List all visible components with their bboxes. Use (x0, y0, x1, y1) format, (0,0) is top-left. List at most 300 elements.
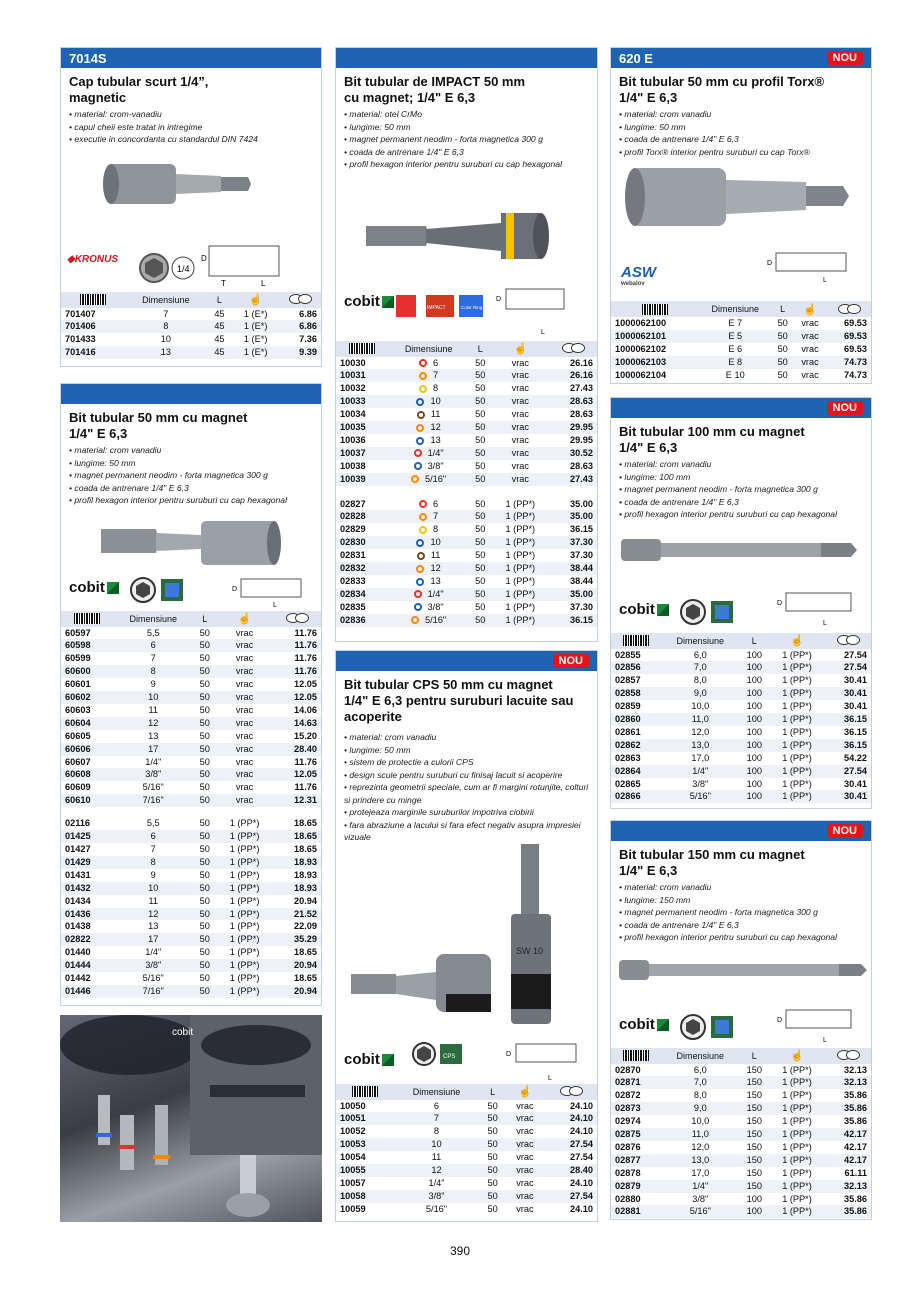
table-row (611, 661, 871, 674)
cell-price: 18.93 (273, 856, 321, 869)
cell-code: 10057 (340, 1177, 366, 1188)
cell-code: 02876 (615, 1141, 641, 1152)
cell-price: 27.43 (548, 473, 597, 486)
cell-code: 02872 (615, 1090, 641, 1101)
color-ring-icon (411, 616, 419, 624)
cell-price: 11.76 (273, 639, 321, 652)
table-row (61, 639, 321, 652)
cell-length: 50 (193, 882, 217, 895)
cell-pack: vrac (217, 691, 273, 704)
section-header (61, 48, 321, 68)
cps-label: CPS (443, 1053, 456, 1060)
feature-item: • capul cheii este tratat in intregime (69, 121, 313, 134)
cell-code: 02857 (615, 675, 641, 686)
table-row (336, 1151, 597, 1164)
cell-dimension: 11 (389, 408, 469, 421)
table-row (336, 498, 597, 511)
cell-price: 12.31 (273, 794, 321, 807)
section-header (611, 48, 871, 68)
cell-dimension: 12 (389, 562, 469, 575)
table-row (61, 985, 321, 998)
product-title (336, 671, 597, 727)
cell-code: 01436 (61, 908, 114, 921)
feature-item: • coada de antrenare 1/4" E 6,3 (69, 482, 313, 495)
cell-pack: 1 (PP*) (782, 1193, 812, 1204)
cell-code: 10035 (336, 421, 389, 434)
cell-pack: 1 (PP*) (770, 713, 824, 726)
cell-code: 10034 (340, 409, 366, 420)
cell-price: 22.09 (294, 921, 317, 932)
cell-length: 150 (746, 1090, 762, 1101)
cell-code: 60598 (61, 639, 114, 652)
col-dimensiune: Dimensiune (393, 1084, 479, 1100)
cell-price: 21.52 (273, 908, 321, 921)
coins-icon (280, 292, 322, 308)
cell-dimension: 12 (114, 717, 193, 730)
cell-pack: 1 (PP*) (217, 882, 273, 895)
cell-pack: vrac (516, 1203, 534, 1214)
cell-pack: 1 (PP*) (217, 856, 273, 869)
cell-price: 26.16 (548, 369, 597, 382)
cell-length: 150 (739, 1076, 770, 1089)
cell-length: 50 (487, 1100, 498, 1111)
cell-pack: vrac (516, 1152, 534, 1163)
table-row (611, 700, 871, 713)
product-table (61, 611, 321, 998)
cell-pack: 1 (PP*) (782, 1167, 812, 1178)
cell-dimension: 6,0 (693, 649, 707, 660)
table-row (611, 674, 871, 687)
cell-price: 35.86 (844, 1116, 867, 1127)
cell-code: 10038 (340, 460, 366, 471)
cell-price: 36.15 (570, 524, 593, 535)
table-row (336, 434, 597, 447)
cell-dimension: 8 (114, 856, 193, 869)
table-row (611, 1205, 871, 1218)
table-row (336, 523, 597, 536)
cell-pack: 1 (PP*) (492, 614, 548, 627)
cell-pack: vrac (516, 1100, 534, 1111)
color-ring-icon (417, 411, 425, 419)
cell-code: 10037 (336, 447, 389, 460)
cell-price: 20.94 (273, 959, 321, 972)
cell-code: 10054 (340, 1152, 366, 1163)
col-dimensiune: Dimensiune (662, 1048, 739, 1064)
cell-price: 27.54 (844, 649, 867, 660)
cell-dimension: 10 (389, 395, 469, 408)
cell-pack: 1 (PP*) (770, 1154, 824, 1167)
cell-length: 50 (199, 973, 210, 984)
color-ring-icon (417, 552, 425, 560)
cell-length: 100 (739, 687, 770, 700)
product-title (336, 68, 597, 108)
cell-dimension: 1/4" (389, 588, 469, 601)
table-row (611, 1064, 871, 1077)
cell-length: 50 (487, 1126, 498, 1137)
table-row (336, 1100, 597, 1113)
cell-pack: vrac (235, 782, 254, 793)
col-l: L (207, 292, 232, 308)
table-row (61, 869, 321, 882)
cell-price: 35.86 (844, 1090, 867, 1101)
feature-list (336, 108, 597, 171)
table-row (611, 765, 871, 778)
title-line: Bit tubular 150 mm cu magnet (619, 847, 805, 862)
cell-code: 02859 (615, 701, 641, 712)
cell-code: 10039 (336, 473, 389, 486)
cell-code: 701433 (65, 334, 96, 345)
cell-length: 50 (193, 933, 217, 946)
cell-dimension: 8 (433, 1126, 440, 1137)
table-row (61, 346, 321, 359)
table-row (336, 473, 597, 486)
cell-pack: vrac (217, 743, 273, 756)
cell-length: 50 (475, 383, 486, 394)
cell-price: 6.86 (299, 308, 317, 319)
cell-pack: vrac (492, 421, 548, 434)
cell-dimension: 11 (148, 704, 158, 715)
cell-pack: vrac (217, 665, 273, 678)
cell-pack: vrac (511, 383, 529, 394)
brand-logo-cobit: cobit (619, 1016, 669, 1033)
cell-dimension: 12 (389, 421, 469, 434)
cell-length: 50 (193, 717, 217, 730)
cell-dimension: 13 (148, 730, 159, 741)
cell-dimension: 9,0 (662, 687, 739, 700)
cell-dimension: 5/16" (389, 614, 469, 627)
cell-dimension: 17,0 (691, 752, 710, 763)
cell-code: 02832 (336, 562, 389, 575)
dim-t: T (221, 278, 226, 288)
dim-l: L (273, 601, 277, 609)
cell-pack: 1 (PP*) (505, 576, 536, 586)
table-row (61, 333, 321, 346)
cell-length: 50 (475, 498, 486, 509)
cell-dimension: 8 (389, 523, 469, 536)
cell-price: 28.63 (570, 409, 593, 420)
cell-code: 10053 (336, 1138, 393, 1151)
cell-code: 1000062103 (611, 356, 699, 369)
cell-dimension: 1/4" (145, 947, 162, 958)
cell-dimension: 13,0 (662, 739, 739, 752)
cell-price: 36.15 (824, 739, 871, 752)
coins-icon (548, 341, 597, 357)
cell-dimension: 11 (431, 1152, 442, 1163)
product-title (611, 68, 871, 108)
cell-length: 50 (193, 743, 217, 756)
feature-list (336, 727, 597, 844)
dim-d: D (767, 260, 773, 267)
photo-brand: cobit (172, 1027, 194, 1038)
cell-dimension: 8,0 (693, 675, 707, 686)
title-line: Bit tubular 100 mm cu magnet (619, 424, 805, 439)
cell-code: 02831 (340, 550, 366, 561)
cell-pack: vrac (511, 357, 529, 368)
brand-logo-asw: ASW webalov (621, 264, 656, 287)
cell-code: 02866 (611, 790, 662, 803)
cell-length: 50 (199, 947, 210, 958)
cell-length: 50 (199, 679, 210, 690)
cell-dimension: E 10 (725, 369, 745, 380)
cell-length: 50 (199, 895, 210, 906)
cell-dimension: 1/4" (428, 1177, 445, 1188)
brand-logo-cobit: cobit (344, 293, 394, 310)
cell-code: 60601 (65, 679, 91, 690)
col-dimensiune: Dimensiune (389, 341, 469, 357)
cell-dimension: 1/4" (662, 765, 739, 778)
cell-pack: vrac (217, 717, 273, 730)
cell-length: 150 (746, 1141, 762, 1152)
product-table (336, 1084, 597, 1216)
table-row (611, 687, 871, 700)
cell-dimension: 5/16" (662, 1205, 739, 1218)
cell-length: 100 (746, 752, 762, 763)
col-dimensiune: Dimensiune (662, 633, 739, 649)
cell-length: 50 (199, 869, 210, 880)
hand-icon: ☝ (232, 292, 280, 308)
cell-code: 02881 (611, 1205, 662, 1218)
table-row (611, 1102, 871, 1115)
cell-pack: 1 (PP*) (492, 536, 548, 549)
table-row (336, 510, 597, 523)
cell-dimension: 7 (150, 653, 156, 664)
table-row (336, 1125, 597, 1138)
cell-price: 37.30 (548, 536, 597, 549)
table-row (61, 704, 321, 717)
cell-dimension: 5/16" (389, 473, 469, 486)
feature-item: • profil hexagon interior pentru suruburi cu cap hexagonal (69, 494, 313, 507)
hand-icon: ☝ (770, 1048, 824, 1064)
table-row (336, 408, 597, 421)
cell-pack: 1 (PP*) (782, 726, 812, 737)
product-table (611, 633, 871, 804)
table-row (336, 1177, 597, 1190)
cell-price: 30.41 (844, 701, 867, 712)
table-row (61, 308, 321, 321)
feature-item: • material: crom vanadiu (619, 458, 863, 471)
dim-l: L (823, 619, 827, 627)
cell-length: 50 (777, 369, 788, 380)
cell-price: 18.65 (294, 844, 317, 854)
table-row (611, 1193, 871, 1206)
cell-length: 50 (487, 1152, 498, 1163)
cell-length: 50 (468, 369, 492, 382)
product-table (61, 292, 321, 360)
cell-pack: 1 (PP*) (505, 498, 536, 509)
cell-length: 50 (193, 985, 217, 998)
cell-length: 50 (480, 1138, 506, 1151)
cell-dimension: 17 (114, 743, 193, 756)
table-row (611, 1141, 871, 1154)
cell-pack: vrac (506, 1164, 545, 1177)
cell-price: 11.76 (273, 665, 321, 678)
page-number: 390 (449, 1244, 471, 1258)
cell-code: 60602 (61, 691, 114, 704)
color-ring-label: Color Ring (461, 304, 483, 310)
cell-dimension: 9,0 (662, 1102, 739, 1115)
cell-pack: 1 (PP*) (770, 1205, 824, 1218)
cell-pack: 1 (PP*) (492, 562, 548, 575)
product-illustration (611, 944, 871, 1048)
table-row (61, 908, 321, 921)
table-row (611, 1167, 871, 1180)
cell-length: 50 (475, 460, 486, 471)
hand-icon: ☝ (770, 633, 824, 649)
cell-dimension: 7 (393, 1112, 479, 1125)
cell-price: 35.86 (824, 1205, 871, 1218)
cell-dimension: 7/16" (114, 794, 193, 807)
table-row (61, 781, 321, 794)
coins-icon (824, 1048, 871, 1064)
product-table (611, 1048, 871, 1219)
product-photo (60, 1015, 322, 1222)
table-row (336, 395, 597, 408)
cell-pack: 1 (PP*) (770, 661, 824, 674)
cell-price: 18.65 (294, 818, 317, 829)
cell-price: 9.39 (280, 346, 322, 359)
color-ring-icon (416, 437, 424, 445)
hand-icon: ☝ (506, 1084, 545, 1100)
table-row (336, 1190, 597, 1203)
cell-dimension: E 5 (699, 330, 772, 343)
color-ring-icon (419, 500, 427, 508)
cell-code: 01434 (65, 895, 91, 906)
cell-code: 02861 (615, 726, 641, 737)
cell-dimension: 6 (114, 639, 193, 652)
brand-logo-cobit: cobit (619, 601, 669, 618)
color-ring-icon (419, 359, 427, 367)
cell-pack: vrac (801, 318, 819, 328)
cell-code: 02873 (611, 1102, 662, 1115)
cell-code: 1000062100 (615, 318, 667, 328)
col-l: L (193, 611, 217, 627)
product-title (611, 841, 871, 881)
title-line: Bit tubular 50 mm cu profil Torx® (619, 74, 825, 89)
brand-logo-cobit: cobit (344, 1051, 394, 1068)
cell-pack: 1 (PP*) (770, 687, 824, 700)
cell-code: 02827 (340, 498, 366, 509)
table-row (61, 756, 321, 769)
table-row (61, 972, 321, 985)
col-dimensiune: Dimensiune (114, 611, 193, 627)
feature-item: • material: crom-vanadiu (69, 108, 313, 121)
table-row (336, 382, 597, 395)
cell-code: 02877 (611, 1154, 662, 1167)
cell-length: 50 (772, 330, 794, 343)
section-impact (335, 47, 598, 642)
dim-l: L (541, 328, 545, 336)
table-row (61, 652, 321, 665)
cell-dimension: 3/8" (114, 768, 193, 781)
feature-item: • material: crom vanadiu (619, 881, 863, 894)
cell-length: 50 (193, 639, 217, 652)
table-row (61, 843, 321, 856)
cell-price: 27.54 (824, 661, 871, 674)
color-ring-icon (416, 578, 424, 586)
cell-price: 37.30 (570, 601, 593, 612)
cell-dimension: 13 (148, 921, 159, 932)
cell-dimension: 12,0 (691, 726, 710, 737)
cell-length: 150 (739, 1180, 770, 1193)
hand-icon: ☝ (492, 341, 548, 357)
cell-price: 27.54 (544, 1190, 597, 1203)
cell-price: 14.63 (273, 717, 321, 730)
cell-price: 30.52 (548, 447, 597, 460)
cell-price: 27.43 (570, 383, 593, 394)
cell-length: 50 (199, 844, 210, 854)
feature-item: • material: otel CrMo (344, 108, 589, 121)
cell-code: 60605 (65, 730, 91, 741)
feature-item: • fara abraziune a lacului si fara efect negativ asupra impresiei vizuale (344, 819, 589, 844)
cell-code: 02835 (340, 601, 366, 612)
brand-logo-kronus: ◆KRONUS (67, 253, 119, 265)
cell-price: 29.95 (570, 434, 593, 445)
cell-length: 50 (772, 356, 794, 369)
cell-pack: 1 (PP*) (770, 1128, 824, 1141)
cell-length: 50 (468, 447, 492, 460)
cell-pack: vrac (235, 627, 254, 638)
feature-item: • lungime: 50 mm (69, 457, 313, 470)
title-line: Cap tubular scurt 1/4”, (69, 74, 209, 89)
color-ring-icon (419, 513, 427, 521)
cell-dimension: 3/8" (389, 601, 469, 614)
cell-pack: 1 (PP*) (505, 601, 536, 612)
product-title (61, 68, 321, 108)
cell-price: 12.05 (273, 691, 321, 704)
dim-d: D (777, 599, 783, 607)
cell-pack: 1 (E*) (232, 320, 280, 333)
color-ring-icon (411, 475, 419, 483)
cell-length: 50 (468, 473, 492, 486)
cell-code: 01429 (61, 856, 114, 869)
title-line: Bit tubular 50 mm cu magnet (69, 410, 248, 425)
table-row (336, 1112, 597, 1125)
cell-price: 27.54 (824, 765, 871, 778)
cell-price: 74.73 (844, 369, 867, 380)
dim-d: D (201, 253, 207, 263)
cell-length: 50 (475, 409, 486, 420)
table-row (336, 588, 597, 601)
title-line: 1/4" E 6,3 (69, 426, 128, 441)
cell-pack: 1 (E*) (243, 334, 268, 345)
cell-pack: vrac (492, 395, 548, 408)
cell-pack: vrac (235, 679, 254, 690)
cell-price: 15.20 (294, 730, 317, 741)
table-row (61, 743, 321, 756)
cell-price: 54.22 (844, 752, 867, 763)
table-row (61, 730, 321, 743)
feature-item: • coada de antrenare 1/4" E 6,3 (619, 133, 863, 146)
cell-dimension: 3/8" (114, 959, 193, 972)
cell-length: 100 (746, 675, 762, 686)
cell-length: 50 (199, 818, 210, 829)
coins-icon (826, 301, 871, 317)
product-table (611, 301, 871, 382)
table-row (611, 369, 871, 382)
cell-length: 100 (746, 701, 762, 712)
table-row (61, 794, 321, 807)
cell-dimension: 5,5 (146, 818, 160, 829)
cell-code: 01446 (61, 985, 114, 998)
cell-pack: 1 (PP*) (782, 1090, 812, 1101)
cell-length: 50 (193, 794, 217, 807)
cell-dimension: 10 (389, 536, 469, 549)
cell-price: 42.17 (824, 1154, 871, 1167)
col-l: L (772, 301, 794, 317)
cell-dimension: 12,0 (691, 1141, 710, 1152)
barcode-header (611, 301, 699, 317)
cell-dimension: 1/4" (662, 1180, 739, 1193)
